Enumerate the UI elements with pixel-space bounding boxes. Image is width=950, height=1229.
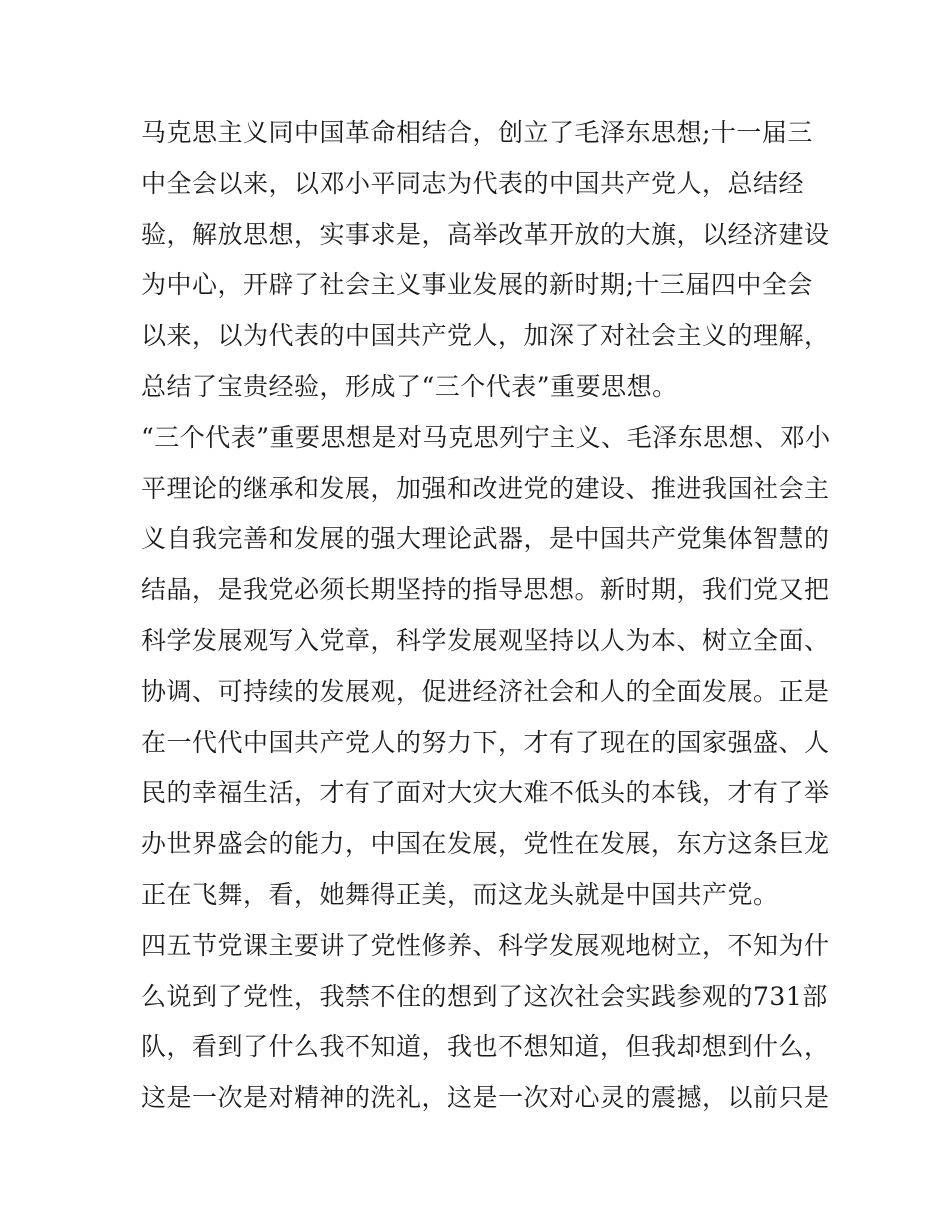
text-line: 义自我完善和发展的强大理论武器，是中国共产党集体智慧的 bbox=[141, 524, 830, 554]
text-line: 这是一次是对精神的洗礼，这是一次对心灵的震撼，以前只是 bbox=[141, 1083, 830, 1113]
text-line: 马克思主义同中国革命相结合，创立了毛泽东思想;十一届三 bbox=[141, 118, 813, 147]
text-line: 民的幸福生活，才有了面对大灾大难不低头的本钱，才有了举 bbox=[141, 778, 830, 808]
text-line: 总结了宝贵经验，形成了“三个代表”重要思想。 bbox=[141, 371, 678, 401]
text-line: 协调、可持续的发展观，促进经济社会和人的全面发展。正是 bbox=[141, 676, 830, 706]
text-line: “三个代表”重要思想是对马克思列宁主义、毛泽东思想、邓小 bbox=[141, 422, 831, 452]
text-line: 办世界盛会的能力，中国在发展，党性在发展，东方这条巨龙 bbox=[141, 829, 830, 859]
text-line: 四五节党课主要讲了党性修养、科学发展观地树立，不知为什 bbox=[141, 930, 830, 960]
text-line: 平理论的继承和发展，加强和改进党的建设、推进我国社会主 bbox=[141, 473, 830, 503]
text-line: 队，看到了什么我不知道，我也不想知道，但我却想到什么， bbox=[141, 1032, 830, 1062]
text-line: 为中心，开辟了社会主义事业发展的新时期;十三届四中全会 bbox=[141, 270, 813, 300]
document-body bbox=[141, 108, 831, 1124]
text-line: 科学发展观写入党章，科学发展观坚持以人为本、树立全面、 bbox=[141, 625, 830, 655]
text-line: 验，解放思想，实事求是，高举改革开放的大旗，以经济建设 bbox=[141, 219, 830, 249]
text-line: 么说到了党性，我禁不住的想到了这次社会实践参观的731部 bbox=[141, 981, 828, 1011]
text-line: 正在飞舞，看，她舞得正美，而这龙头就是中国共产党。 bbox=[141, 879, 779, 909]
text-line: 结晶，是我党必须长期坚持的指导思想。新时期，我们党又把 bbox=[141, 575, 830, 605]
text-line: 以来，以为代表的中国共产党人，加深了对社会主义的理解， bbox=[141, 321, 830, 351]
text-line: 中全会以来，以邓小平同志为代表的中国共产党人，总结经 bbox=[141, 168, 805, 198]
text-line: 在一代代中国共产党人的努力下，才有了现在的国家强盛、人 bbox=[141, 727, 830, 757]
